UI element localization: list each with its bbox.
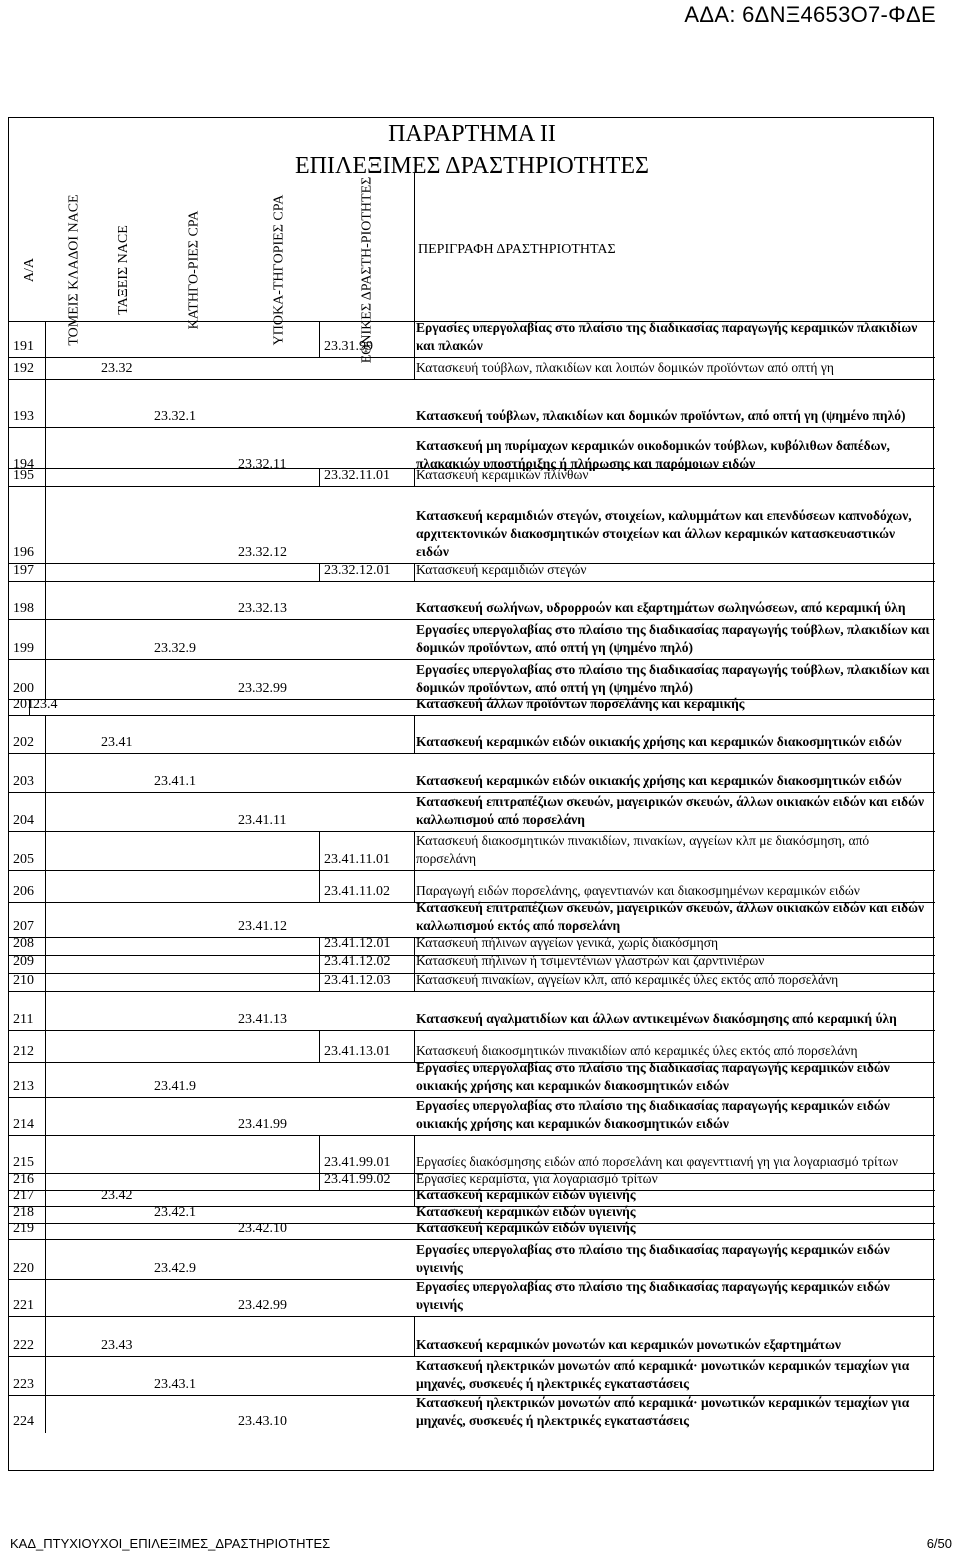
- activity-description: Κατασκευή επιτραπέζιων σκευών, μαγειρικών σκευών, άλλων οικιακών ειδών και ειδών καλλωπισμού από πορσελάνη: [416, 794, 925, 827]
- activity-code: 23.43.1: [154, 1377, 196, 1392]
- row-divider: [45, 1098, 46, 1136]
- row-divider: [319, 1136, 320, 1174]
- header-perigrafi: ΠΕΡΙΓΡΑΦΗ ΔΡΑΣΤΗΡΙΟΤΗΤΑΣ: [418, 242, 616, 257]
- activity-code: 23.32.9: [154, 641, 196, 656]
- row-divider: [45, 582, 46, 620]
- table-row: [9, 1030, 935, 1062]
- row-number: 216: [13, 1172, 34, 1187]
- row-divider: [414, 938, 415, 955]
- activity-description: Κατασκευή ηλεκτρικών μονωτών από κεραμικά· μονωτικών κεραμικών τεμαχίων για μηχανές, συσκευές ή ηλεκτρικές εγκαταστάσεις: [416, 1358, 910, 1391]
- row-number: 213: [13, 1079, 34, 1094]
- annex-subtitle: ΕΠΙΛΕΞΙΜΕΣ ΔΡΑΣΤΗΡΙΟΤΗΤΕΣ: [295, 153, 649, 179]
- activity-description: Κατασκευή τούβλων, πλακιδίων και λοιπών δομικών προϊόντων από οπτή γη: [416, 360, 834, 375]
- activity-code: 23.32.12.01: [324, 563, 391, 578]
- activity-description: Κατασκευή κεραμικών ειδών οικιακής χρήσης και κεραμικών διακοσμητικών ειδών: [416, 734, 902, 749]
- row-divider: [45, 1031, 46, 1063]
- activity-description: Κατασκευή κεραμιδιών στεγών, στοιχείων, καλυμμάτων και επενδύσεων καπνοδόχων, αρχιτεκτονικών διακοσμητικών στοιχείων και άλλων κεραμικών κατασκευαστικών ειδών: [416, 508, 912, 559]
- activity-code: 23.32.1: [154, 409, 196, 424]
- row-number: 194: [13, 457, 34, 472]
- header-aa: Α/Α: [22, 257, 37, 283]
- row-number: 220: [13, 1261, 34, 1276]
- annex-title: ΠΑΡΑΡΤΗΜΑ ΙΙ: [388, 121, 556, 147]
- row-number: 207: [13, 919, 34, 934]
- activity-description: Κατασκευή σωλήνων, υδρορροών και εξαρτημάτων σωληνώσεων, από κεραμική ύλη: [416, 600, 906, 615]
- activity-code: 23.43.10: [238, 1414, 287, 1429]
- row-number: 192: [13, 361, 34, 376]
- row-divider: [45, 974, 46, 992]
- activities-table: [8, 117, 934, 1471]
- table-row: [9, 581, 935, 619]
- row-divider: [319, 469, 320, 487]
- row-divider: [45, 938, 46, 955]
- row-divider: [45, 1191, 46, 1207]
- row-divider: [45, 1174, 46, 1191]
- table-row: [9, 870, 935, 902]
- row-divider: [319, 938, 320, 955]
- row-divider: [414, 1136, 415, 1174]
- row-divider: [45, 469, 46, 487]
- row-number: 201: [13, 697, 34, 712]
- activity-code: 23.32: [101, 361, 133, 376]
- table-row: [9, 1239, 935, 1279]
- row-divider: [45, 1280, 46, 1317]
- row-divider: [45, 871, 46, 903]
- row-divider: [45, 620, 46, 660]
- activity-description: Κατασκευή διακοσμητικών πινακιδίων από κεραμικές ύλες εκτός από πορσελάνη: [416, 1043, 858, 1058]
- row-number: 193: [13, 409, 34, 424]
- row-divider: [29, 700, 30, 716]
- activity-description: Κατασκευή πινακίων, αγγείων κλπ, από κεραμικές ύλες εκτός από πορσελάνη: [416, 972, 839, 987]
- row-number: 211: [13, 1012, 34, 1027]
- row-divider: [319, 1174, 320, 1191]
- row-number: 218: [13, 1205, 34, 1220]
- table-row: [9, 659, 935, 699]
- row-number: 200: [13, 681, 34, 696]
- row-divider: [414, 469, 415, 487]
- table-row: [9, 379, 935, 427]
- activity-description: Κατασκευή κεραμικών ειδών υγιεινής: [416, 1187, 636, 1202]
- row-number: 221: [13, 1298, 34, 1313]
- row-divider: [45, 1136, 46, 1174]
- table-row: [9, 753, 935, 792]
- activity-code: 23.32.11.01: [324, 468, 390, 483]
- table-row: [9, 468, 935, 486]
- row-number: 196: [13, 545, 34, 560]
- row-divider: [45, 1396, 46, 1433]
- table-row: [9, 991, 935, 1030]
- row-number: 205: [13, 852, 34, 867]
- header-divider: [414, 173, 415, 323]
- header-tomeis: ΤΟΜΕΙΣ ΚΛΑΔΟΙ NACE: [67, 194, 83, 346]
- row-number: 195: [13, 468, 34, 483]
- row-number: 217: [13, 1188, 34, 1203]
- activity-description: Εργασίες υπεργολαβίας στο πλαίσιο της διαδικασίας παραγωγής κεραμικών πλακιδίων και πλακών: [416, 320, 918, 353]
- activity-description: Κατασκευή κεραμικών ειδών οικιακής χρήσης και κεραμικών διακοσμητικών ειδών: [416, 773, 902, 788]
- activity-description: Κατασκευή κεραμικών ειδών υγιεινής: [416, 1204, 636, 1219]
- row-divider: [45, 754, 46, 793]
- activity-description: Εργασίες υπεργολαβίας στο πλαίσιο της διαδικασίας παραγωγής κεραμικών ειδών υγιεινής: [416, 1242, 890, 1275]
- activity-description: Εργασίες υπεργολαβίας στο πλαίσιο της διαδικασίας παραγωγής κεραμικών ειδών οικιακής χρήσης και κεραμικών διακοσμητικών ειδών: [416, 1060, 890, 1093]
- table-row: [9, 486, 935, 563]
- row-number: 222: [13, 1338, 34, 1353]
- header-kathgories: ΚΑΤΗΓΟ-ΡΙΕΣ CPA: [186, 210, 201, 330]
- table-row: [9, 973, 935, 991]
- ada-code: ΑΔΑ: 6ΔΝΞ4653Ο7-ΦΔΕ: [684, 2, 936, 27]
- header-ethnikes: ΕΘΝΙΚΕΣ ΔΡΑΣΤΗ-ΡΙΟΤΗΤΕΣ: [359, 176, 375, 364]
- row-divider: [414, 974, 415, 992]
- table-row: [9, 563, 935, 581]
- row-divider: [319, 832, 320, 871]
- row-number: 214: [13, 1117, 34, 1132]
- activity-description: Κατασκευή αγαλματιδίων και άλλων αντικειμένων διακόσμησης από κεραμική ύλη: [416, 1011, 897, 1026]
- activity-code: 23.41.11.02: [324, 884, 390, 899]
- row-divider: [45, 716, 46, 754]
- row-number: 209: [13, 954, 34, 969]
- table-row: [9, 902, 935, 937]
- row-divider: [414, 1317, 415, 1357]
- row-divider: [45, 380, 46, 428]
- row-divider: [45, 660, 46, 700]
- row-number: 202: [13, 735, 34, 750]
- row-divider: [45, 1357, 46, 1396]
- row-divider: [45, 956, 46, 973]
- row-divider: [414, 956, 415, 973]
- row-number: 212: [13, 1044, 34, 1059]
- activity-description: Κατασκευή πήλινων αγγείων γενικά, χωρίς διακόσμηση: [416, 935, 719, 950]
- row-divider: [319, 956, 320, 973]
- table-row: [9, 1135, 935, 1173]
- activity-description: Κατασκευή κεραμικών πλίνθων: [416, 467, 589, 482]
- row-divider: [45, 793, 46, 832]
- row-divider: [45, 1207, 46, 1224]
- activity-code: 23.41.12.02: [324, 954, 391, 969]
- activity-code: 23.41.99.01: [324, 1155, 391, 1170]
- activity-code: 23.41.99: [238, 1117, 287, 1132]
- activity-description: Κατασκευή μη πυρίμαχων κεραμικών οικοδομικών τούβλων, κυβόλιθων δαπέδων, πλακακιών υποστήριξης ή πλήρωσης και παρόμοιων ειδών: [416, 438, 890, 471]
- row-divider: [414, 832, 415, 871]
- activity-description: Εργασίες διακόσμησης ειδών από πορσελάνη και φαγενττιανή γη για λογαριασμό τρίτων: [416, 1154, 899, 1169]
- activity-description: Κατασκευή διακοσμητικών πινακιδίων, πινακίων, αγγείων κλπ με διακόσμηση, από πορσελάνη: [416, 833, 870, 866]
- activity-code: 23.41.13: [238, 1012, 287, 1027]
- footer-filename: ΚΑΔ_ΠΤΥΧΙΟΥΧΟΙ_ΕΠΙΛΕΞΙΜΕΣ_ΔΡΑΣΤΗΡΙΟΤΗΤΕΣ: [10, 1536, 331, 1551]
- activity-code: 23.41.13.01: [324, 1044, 391, 1059]
- activity-description: Εργασίες υπεργολαβίας στο πλαίσιο της διαδικασίας παραγωγής τούβλων, πλακιδίων και δομικών προϊόντων, από οπτή γη (ψημένο πηλό): [416, 622, 930, 655]
- table-row: [9, 792, 935, 831]
- row-divider: [414, 1031, 415, 1063]
- row-divider: [45, 992, 46, 1031]
- row-number: 204: [13, 813, 34, 828]
- row-divider: [45, 1224, 46, 1240]
- row-divider: [45, 832, 46, 871]
- row-divider: [414, 1174, 415, 1191]
- row-number: 223: [13, 1377, 34, 1392]
- activity-description: Κατασκευή άλλων προϊόντων πορσελάνης και κεραμικής: [416, 696, 745, 711]
- table-row: [9, 715, 935, 753]
- table-row: [9, 696, 935, 715]
- header-ypokathgories: ΥΠΟΚΑ-ΤΗΓΟΡΙΕΣ CPA: [271, 194, 286, 346]
- row-divider: [414, 1191, 415, 1207]
- activity-code: 23.31.99: [324, 339, 373, 354]
- row-divider: [319, 1031, 320, 1063]
- row-divider: [319, 564, 320, 582]
- activity-code: 23.42.9: [154, 1261, 196, 1276]
- activity-code: 23.41.99.02: [324, 1172, 391, 1187]
- activity-description: Εργασίες κεραμίστα, για λογαριασμό τρίτων: [416, 1171, 658, 1186]
- row-number: 191: [13, 339, 34, 354]
- row-number: 198: [13, 601, 34, 616]
- activity-description: Εργασίες υπεργολαβίας στο πλαίσιο της διαδικασίας παραγωγής κεραμικών ειδών οικιακής χρήσης και κεραμικών διακοσμητικών ειδών: [416, 1098, 890, 1131]
- row-number: 215: [13, 1155, 34, 1170]
- row-divider: [45, 358, 46, 380]
- activity-code: 23.42.10: [238, 1221, 287, 1236]
- activity-description: Εργασίες υπεργολαβίας στο πλαίσιο της διαδικασίας παραγωγής κεραμικών ειδών υγιεινής: [416, 1279, 890, 1312]
- activity-code: 23.41.12.01: [324, 936, 391, 951]
- row-divider: [45, 1240, 46, 1280]
- table-row: [9, 831, 935, 870]
- activity-description: Κατασκευή τούβλων, πλακιδίων και δομικών προϊόντων, από οπτή γη (ψημένο πηλό): [416, 408, 906, 423]
- row-number: 206: [13, 884, 34, 899]
- table-row: [9, 1062, 935, 1097]
- table-row: [9, 1356, 935, 1395]
- activity-code: 23.41: [101, 735, 133, 750]
- footer-page-number: 6/50: [926, 1536, 952, 1551]
- activity-code: 23.41.11: [238, 813, 287, 828]
- row-divider: [45, 322, 46, 358]
- row-number: 210: [13, 973, 34, 988]
- table-row: [9, 1395, 935, 1432]
- activity-code: 23.32.99: [238, 681, 287, 696]
- activity-code: 23.41.12.03: [324, 973, 391, 988]
- activity-code: 23.41.9: [154, 1079, 196, 1094]
- table-row: [9, 1279, 935, 1316]
- row-divider: [319, 871, 320, 903]
- activity-code: 23.32.11: [238, 457, 287, 472]
- activity-description: Κατασκευή κεραμιδιών στεγών: [416, 562, 587, 577]
- activity-description: Κατασκευή ηλεκτρικών μονωτών από κεραμικά· μονωτικών κεραμικών τεμαχίων για μηχανές, συσκευές ή ηλεκτρικές εγκαταστάσεις: [416, 1395, 910, 1428]
- row-divider: [414, 358, 415, 380]
- activity-description: Κατασκευή κεραμικών ειδών υγιεινής: [416, 1220, 636, 1235]
- activity-code: 23.42.99: [238, 1298, 287, 1313]
- row-divider: [414, 322, 415, 358]
- row-divider: [45, 903, 46, 938]
- row-number: 203: [13, 774, 34, 789]
- activity-code: 23.32.12: [238, 545, 287, 560]
- table-row: [9, 1097, 935, 1135]
- activity-code: 23.43: [101, 1338, 133, 1353]
- table-row: [9, 619, 935, 659]
- header-taxeis: ΤΑΞΕΙΣ NACE: [116, 225, 131, 315]
- table-row: [9, 955, 935, 972]
- row-number: 224: [13, 1414, 34, 1429]
- table-row: [9, 357, 935, 379]
- table-row: [9, 1316, 935, 1356]
- row-number: 208: [13, 936, 34, 951]
- activity-description: Κατασκευή επιτραπέζιων σκευών, μαγειρικών σκευών, άλλων οικιακών ειδών και ειδών καλλωπισμού εκτός από πορσελάνη: [416, 900, 925, 933]
- activity-code: 23.32.13: [238, 601, 287, 616]
- activity-description: Κατασκευή κεραμικών μονωτών και κεραμικών μονωτικών εξαρτημάτων: [416, 1337, 841, 1352]
- row-number: 199: [13, 641, 34, 656]
- row-divider: [319, 974, 320, 992]
- activity-code: 23.41.1: [154, 774, 196, 789]
- activity-code: 23.42.1: [154, 1205, 196, 1220]
- row-divider: [45, 1063, 46, 1098]
- activity-code: 23.42: [101, 1188, 133, 1203]
- activity-description: Παραγωγή ειδών πορσελάνης, φαγεντιανών και διακοσμημένων κεραμικών ειδών: [416, 883, 860, 898]
- row-divider: [414, 564, 415, 582]
- activity-description: Κατασκευή πήλινων ή τσιμεντένιων γλαστρών και ζαρντινιέρων: [416, 953, 765, 968]
- activity-code: 23.41.11.01: [324, 852, 390, 867]
- row-divider: [45, 564, 46, 582]
- row-divider: [414, 716, 415, 754]
- activity-description: Εργασίες υπεργολαβίας στο πλαίσιο της διαδικασίας παραγωγής τούβλων, πλακιδίων και δομικών προϊόντων, από οπτή γη (ψημένο πηλό): [416, 662, 930, 695]
- row-number: 219: [13, 1221, 34, 1236]
- table-row: [9, 1220, 935, 1239]
- activity-code: 23.41.12: [238, 919, 287, 934]
- table-row: [9, 321, 935, 357]
- row-number: 197: [13, 563, 34, 578]
- activity-code: 23.4: [33, 697, 58, 712]
- row-divider: [45, 1317, 46, 1357]
- row-divider: [45, 487, 46, 564]
- row-divider: [319, 322, 320, 358]
- row-divider: [414, 871, 415, 903]
